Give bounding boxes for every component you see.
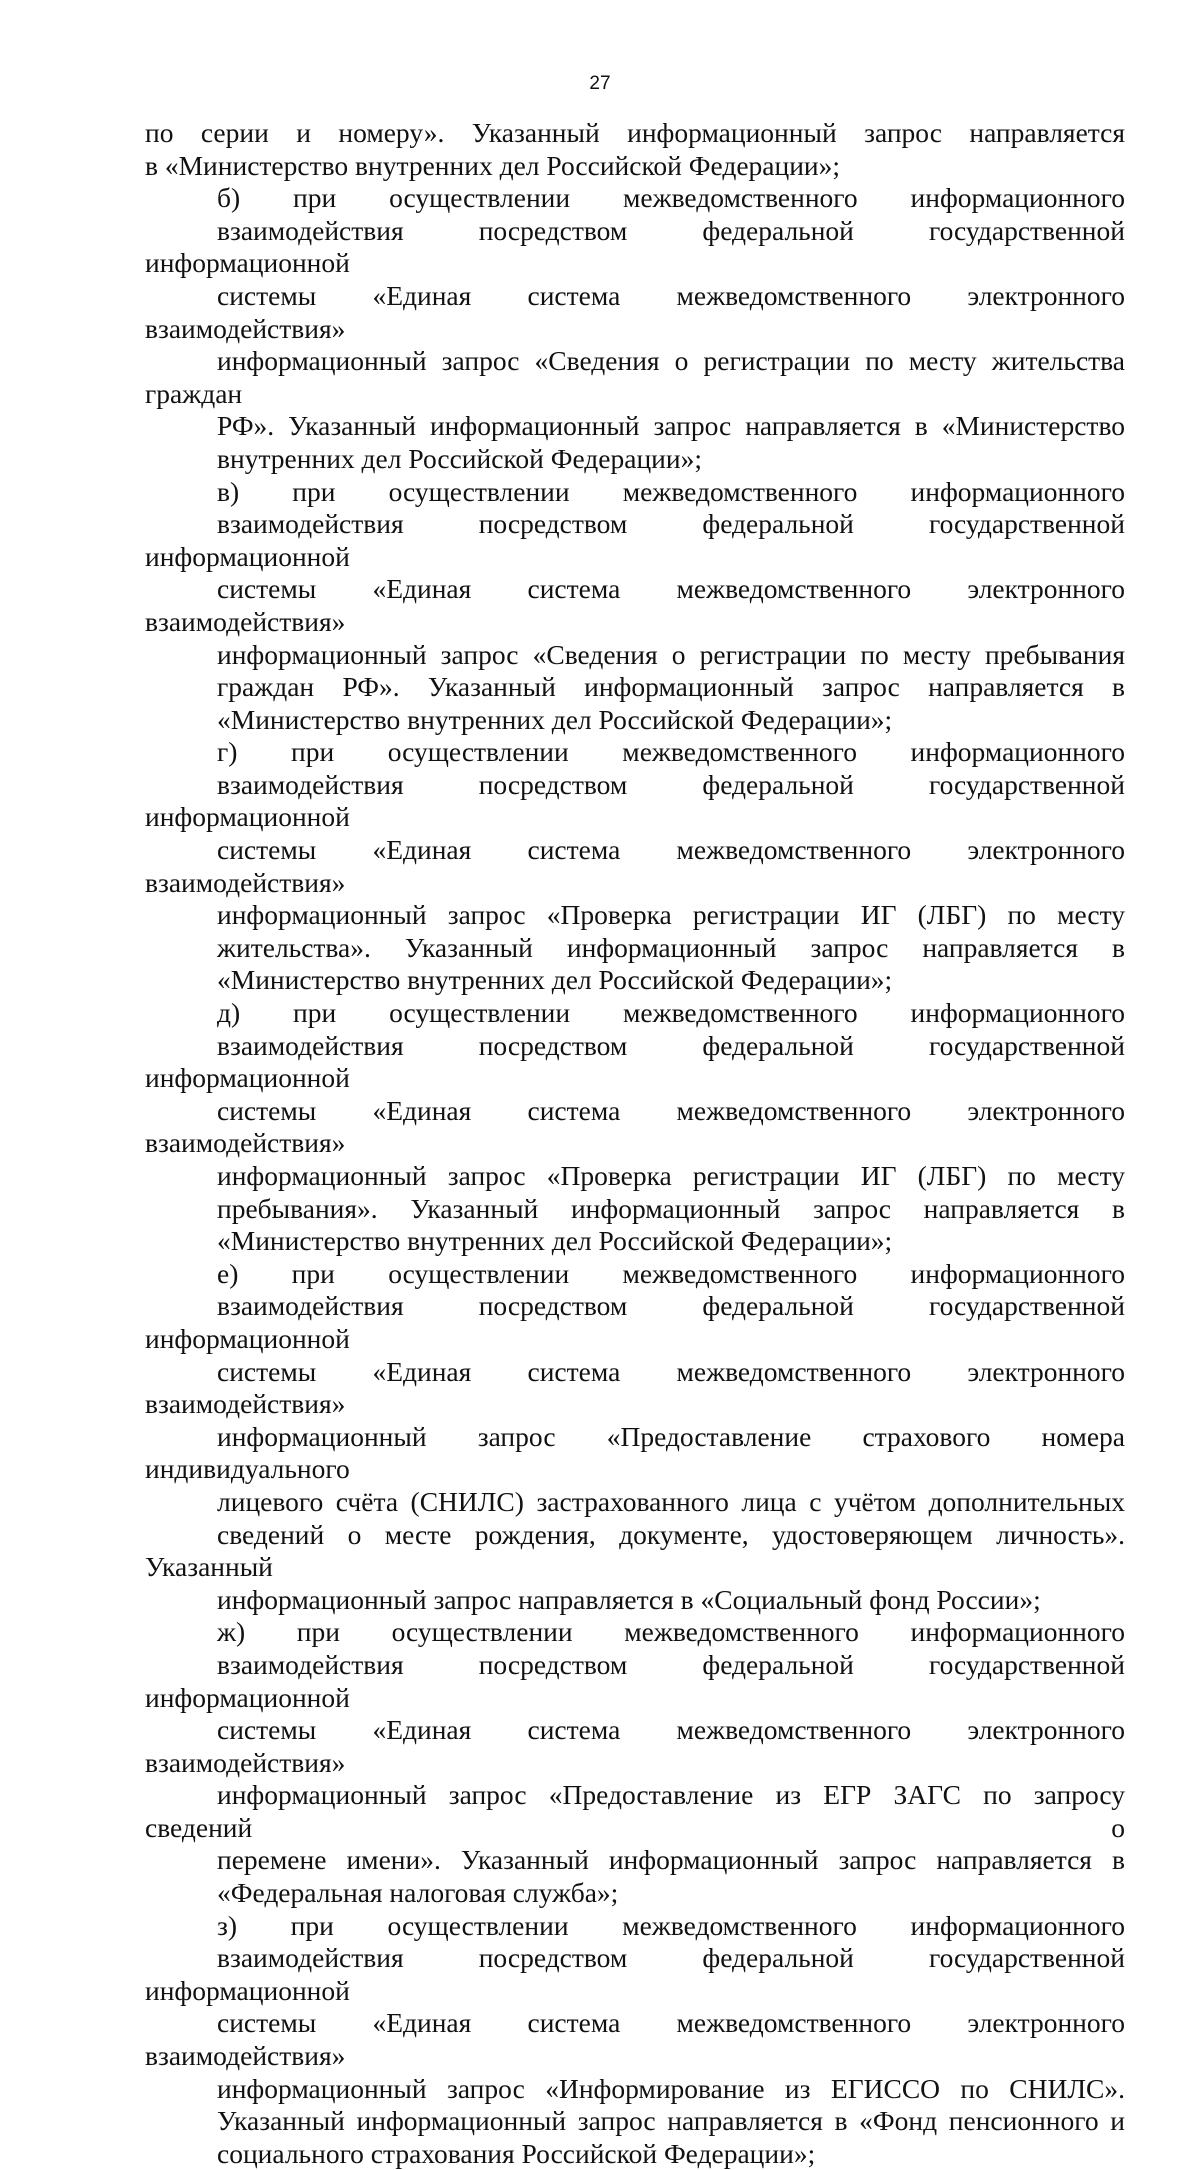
paragraph	[145, 1258, 1125, 1617]
text-line: системы «Единая система межведомственного электронного взаимодействия»	[145, 2007, 1125, 2072]
text-line: в) при осуществлении межведомственного информационного	[217, 475, 1125, 507]
text-line: взаимодействия посредством федеральной государственной информационной	[145, 1029, 1125, 1094]
text-line: граждан РФ». Указанный информационный запрос направляется в	[217, 671, 1125, 703]
paragraph	[145, 476, 1125, 737]
text-line: взаимодействия посредством федеральной государственной информационной	[145, 508, 1125, 572]
text-line: ж) при осуществлении межведомственного информационного	[217, 1616, 1125, 1648]
text-line: информационный запрос «Предоставление страхового номера индивидуального	[145, 1420, 1125, 1485]
paragraph	[145, 117, 1125, 182]
text-line: системы «Единая система межведомственного электронного взаимодействия»	[145, 279, 1125, 344]
document-body	[145, 117, 1125, 2170]
paragraph	[145, 1616, 1125, 1909]
text-line: взаимодействия посредством федеральной государственной информационной	[145, 1942, 1125, 2006]
text-line: РФ». Указанный информационный запрос направляется в «Министерство	[217, 410, 1125, 442]
paragraph	[145, 736, 1125, 997]
text-line: в «Министерство внутренних дел Российской Федерации»;	[145, 149, 841, 181]
text-line: системы «Единая система межведомственного электронного взаимодействия»	[145, 1355, 1125, 1420]
text-line: «Федеральная налоговая служба»;	[217, 1877, 619, 1909]
text-line: д) при осуществлении межведомственного информационного	[217, 997, 1125, 1029]
text-line: б) при осуществлении межведомственного информационного	[217, 182, 1125, 214]
text-line: перемене имени». Указанный информационный запрос направляется в	[217, 1844, 1125, 1876]
text-line: взаимодействия посредством федеральной государственной информационной	[145, 214, 1125, 279]
text-line: взаимодействия посредством федеральной государственной информационной	[145, 768, 1125, 833]
text-line: «Министерство внутренних дел Российской Федерации»;	[217, 1225, 893, 1257]
text-line: информационный запрос направляется в «Социальный фонд России»;	[217, 1583, 1041, 1615]
text-line: информационный запрос «Предоставление из ЕГР ЗАГС по запросу сведений о	[145, 1779, 1125, 1843]
text-line: з) при осуществлении межведомственного информационного	[217, 1909, 1125, 1941]
text-line: социального страхования Российской Федерации»;	[217, 2137, 816, 2169]
text-line: системы «Единая система межведомственного электронного взаимодействия»	[145, 573, 1125, 637]
text-line: информационный запрос «Проверка регистрации ИГ (ЛБГ) по месту	[217, 1160, 1125, 1191]
text-line: г) при осуществлении межведомственного информационного	[217, 736, 1125, 768]
text-line: взаимодействия посредством федеральной государственной информационной	[145, 1290, 1125, 1354]
text-line: системы «Единая система межведомственного электронного взаимодействия»	[145, 1714, 1125, 1778]
text-line: по серии и номеру». Указанный информационный запрос направляется	[145, 117, 1125, 148]
text-line: информационный запрос «Проверка регистрации ИГ (ЛБГ) по месту	[217, 899, 1125, 931]
text-line: сведений о месте рождения, документе, удостоверяющем личность». Указанный	[145, 1518, 1125, 1583]
text-line: информационный запрос «Информирование из ЕГИССО по СНИЛС».	[217, 2072, 1125, 2104]
text-line: взаимодействия посредством федеральной государственной информационной	[145, 1648, 1125, 1713]
text-line: информационный запрос «Сведения о регистрации по месту пребывания	[217, 638, 1125, 670]
text-line: системы «Единая система межведомственного электронного взаимодействия»	[145, 1094, 1125, 1159]
text-line: Указанный информационный запрос направляется в «Фонд пенсионного и	[217, 2105, 1125, 2137]
text-line: информационный запрос «Сведения о регистрации по месту жительства граждан	[145, 345, 1125, 409]
paragraph	[145, 182, 1125, 475]
text-line: системы «Единая система межведомственного электронного взаимодействия»	[145, 834, 1125, 898]
text-line: пребывания». Указанный информационный запрос направляется в	[217, 1192, 1125, 1224]
text-line: е) при осуществлении межведомственного информационного	[217, 1257, 1125, 1289]
text-line: жительства». Указанный информационный запрос направляется в	[217, 931, 1125, 963]
text-line: «Министерство внутренних дел Российской Федерации»;	[217, 964, 893, 996]
text-line: внутренних дел Российской Федерации»;	[217, 442, 702, 474]
paragraph	[145, 997, 1125, 1258]
page-number: 27	[589, 73, 611, 94]
text-line: лицевого счёта (СНИЛС) застрахованного лица с учётом дополнительных	[217, 1485, 1125, 1517]
paragraph	[145, 1910, 1125, 2170]
text-line: «Министерство внутренних дел Российской Федерации»;	[217, 703, 893, 735]
